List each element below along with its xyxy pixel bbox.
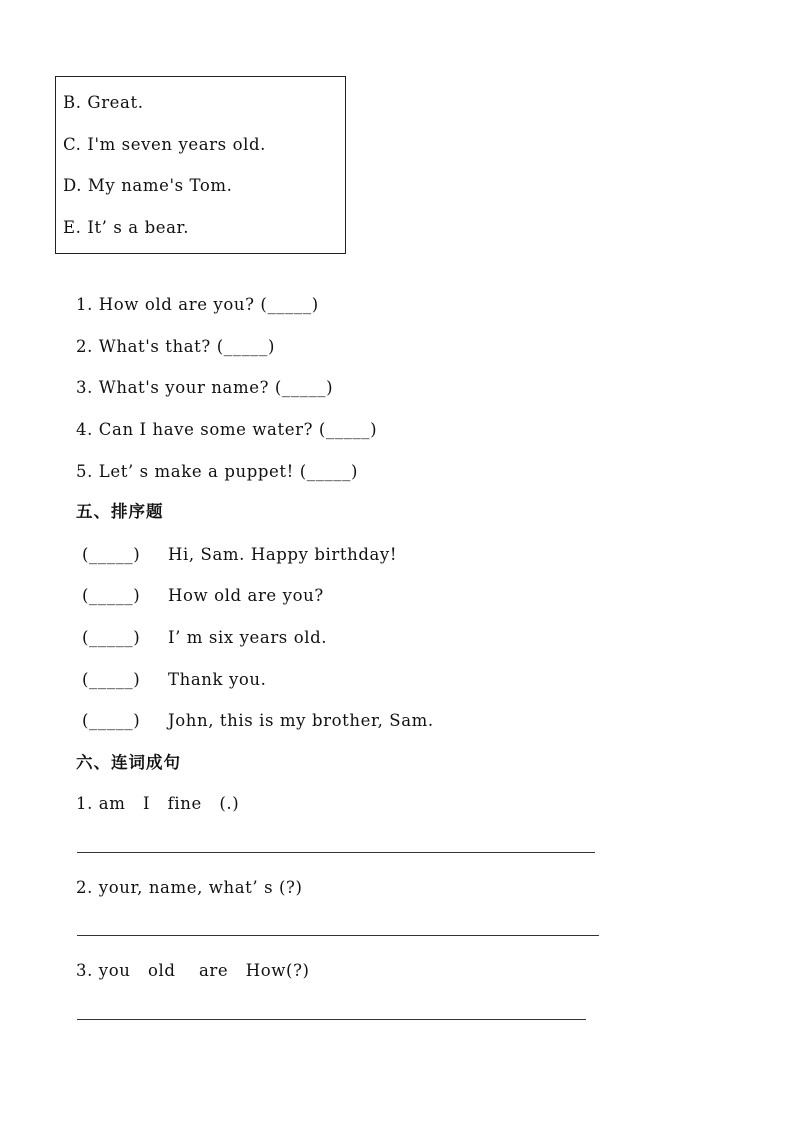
- order-blank-2: (_____): [82, 586, 141, 605]
- order-blank-3: (_____): [82, 628, 141, 647]
- question-3: 3. What's your name? (_____): [76, 378, 334, 397]
- order-text-2: How old are you?: [168, 586, 324, 605]
- question-1: 1. How old are you? (_____): [76, 295, 319, 314]
- answer-line-1[interactable]: [77, 852, 595, 853]
- order-text-1: Hi, Sam. Happy birthday!: [168, 545, 398, 564]
- section-6-heading: 六、连词成句: [76, 753, 181, 772]
- order-text-4: Thank you.: [168, 670, 267, 689]
- order-blank-5: (_____): [82, 711, 141, 730]
- question-5: 5. Let’ s make a puppet! (_____): [76, 462, 359, 481]
- answer-line-3[interactable]: [77, 1019, 586, 1020]
- order-text-5: John, this is my brother, Sam.: [168, 711, 434, 730]
- option-e: E. It’ s a bear.: [63, 218, 190, 237]
- order-blank-1: (_____): [82, 545, 141, 564]
- order-text-3: I’ m six years old.: [168, 628, 328, 647]
- sentence-prompt-1: 1. am I fine (.): [76, 794, 240, 813]
- answer-line-2[interactable]: [77, 935, 599, 936]
- sentence-prompt-2: 2. your, name, what’ s (?): [76, 878, 303, 897]
- option-b: B. Great.: [63, 93, 144, 112]
- question-4: 4. Can I have some water? (_____): [76, 420, 378, 439]
- section-5-heading: 五、排序题: [76, 502, 164, 521]
- sentence-prompt-3: 3. you old are How(?): [76, 961, 310, 980]
- question-2: 2. What's that? (_____): [76, 337, 276, 356]
- option-c: C. I'm seven years old.: [63, 135, 267, 154]
- option-d: D. My name's Tom.: [63, 176, 233, 195]
- order-blank-4: (_____): [82, 670, 141, 689]
